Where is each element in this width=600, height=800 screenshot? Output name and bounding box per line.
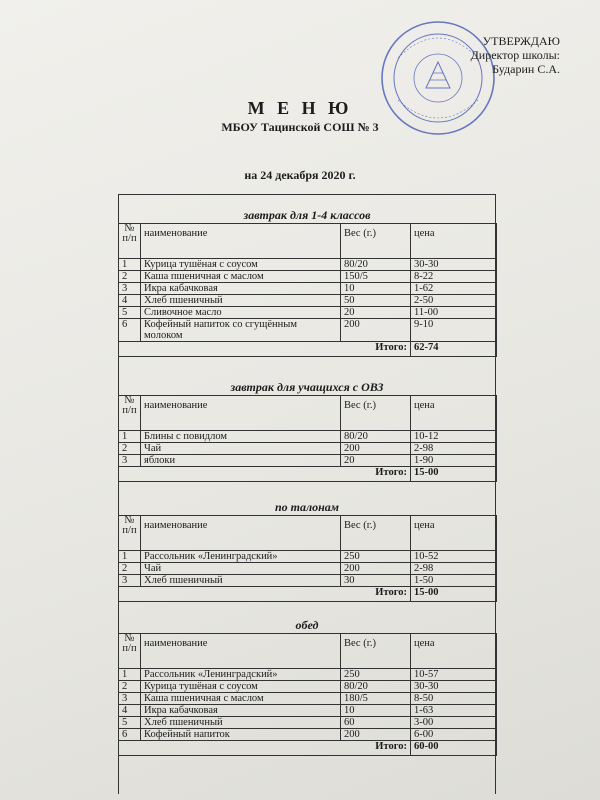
row-name: Хлеб пшеничный xyxy=(141,575,341,587)
row-name: яблоки xyxy=(141,455,341,467)
menu-table xyxy=(118,223,497,357)
col-price-header: цена xyxy=(411,634,497,669)
total-value: 15-00 xyxy=(411,467,497,482)
row-num: 6 xyxy=(119,729,141,741)
row-num: 3 xyxy=(119,283,141,295)
row-name: Рассольник «Ленинградский» xyxy=(141,551,341,563)
table-row xyxy=(119,259,497,271)
total-label: Итого: xyxy=(119,342,411,357)
table-row xyxy=(119,717,497,729)
row-price: 30-30 xyxy=(411,259,497,271)
row-name: Каша пшеничная с маслом xyxy=(141,271,341,283)
row-name: Хлеб пшеничный xyxy=(141,295,341,307)
col-name-header: наименование xyxy=(141,516,341,551)
row-weight: 80/20 xyxy=(341,431,411,443)
section-coupons xyxy=(118,500,496,602)
col-name-header: наименование xyxy=(141,224,341,259)
row-price: 10-57 xyxy=(411,669,497,681)
row-weight: 10 xyxy=(341,283,411,295)
row-weight: 200 xyxy=(341,729,411,741)
table-row xyxy=(119,729,497,741)
approval-line-1: УТВЕРЖДАЮ xyxy=(482,34,560,48)
menu-table xyxy=(118,395,497,482)
row-num: 4 xyxy=(119,295,141,307)
table-header-row xyxy=(119,396,497,431)
col-weight-header: Вес (г.) xyxy=(341,396,411,431)
section-lunch xyxy=(118,618,496,756)
row-num: 2 xyxy=(119,443,141,455)
table-header-row xyxy=(119,516,497,551)
row-price: 2-98 xyxy=(411,443,497,455)
total-value: 15-00 xyxy=(411,587,497,602)
row-weight: 200 xyxy=(341,319,411,342)
row-weight: 80/20 xyxy=(341,259,411,271)
row-name: Икра кабачковая xyxy=(141,705,341,717)
col-num-header: № п/п xyxy=(119,396,141,431)
row-num: 1 xyxy=(119,669,141,681)
col-name-header: наименование xyxy=(141,396,341,431)
col-price-header: цена xyxy=(411,396,497,431)
row-weight: 30 xyxy=(341,575,411,587)
total-row xyxy=(119,467,497,482)
total-row xyxy=(119,741,497,756)
row-name: Икра кабачковая xyxy=(141,283,341,295)
table-row xyxy=(119,295,497,307)
row-name: Блины с повидлом xyxy=(141,431,341,443)
menu-date: на 24 декабря 2020 г. xyxy=(244,168,356,182)
table-header-row xyxy=(119,634,497,669)
row-price: 1-62 xyxy=(411,283,497,295)
section-title: обед xyxy=(295,618,319,632)
row-price: 10-12 xyxy=(411,431,497,443)
col-num-header: № п/п xyxy=(119,224,141,259)
row-price: 8-22 xyxy=(411,271,497,283)
row-weight: 50 xyxy=(341,295,411,307)
row-weight: 250 xyxy=(341,669,411,681)
school-name: МБОУ Тацинской СОШ № 3 xyxy=(221,120,379,134)
col-weight-header: Вес (г.) xyxy=(341,516,411,551)
total-label: Итого: xyxy=(119,467,411,482)
total-value: 60-00 xyxy=(411,741,497,756)
table-row xyxy=(119,705,497,717)
section-title: завтрак для 1-4 классов xyxy=(243,208,371,222)
row-num: 1 xyxy=(119,431,141,443)
col-price-header: цена xyxy=(411,516,497,551)
row-num: 2 xyxy=(119,681,141,693)
row-num: 3 xyxy=(119,455,141,467)
table-row xyxy=(119,307,497,319)
row-num: 1 xyxy=(119,259,141,271)
row-weight: 150/5 xyxy=(341,271,411,283)
table-row xyxy=(119,693,497,705)
table-row xyxy=(119,575,497,587)
row-price: 3-00 xyxy=(411,717,497,729)
row-weight: 200 xyxy=(341,443,411,455)
row-name: Сливочное масло xyxy=(141,307,341,319)
col-price-header: цена xyxy=(411,224,497,259)
row-name: Рассольник «Ленинградский» xyxy=(141,669,341,681)
row-price: 6-00 xyxy=(411,729,497,741)
row-price: 9-10 xyxy=(411,319,497,342)
row-name: Курица тушёная с соусом xyxy=(141,259,341,271)
table-header-row xyxy=(119,224,497,259)
table-row xyxy=(119,681,497,693)
table-row xyxy=(119,319,497,342)
row-name: Кофейный напиток xyxy=(141,729,341,741)
total-row xyxy=(119,587,497,602)
row-weight: 80/20 xyxy=(341,681,411,693)
table-row xyxy=(119,283,497,295)
table-row xyxy=(119,443,497,455)
col-num-header: № п/п xyxy=(119,634,141,669)
total-label: Итого: xyxy=(119,741,411,756)
row-weight: 10 xyxy=(341,705,411,717)
row-num: 5 xyxy=(119,307,141,319)
row-num: 3 xyxy=(119,575,141,587)
row-price: 8-50 xyxy=(411,693,497,705)
row-price: 30-30 xyxy=(411,681,497,693)
row-num: 2 xyxy=(119,271,141,283)
row-num: 1 xyxy=(119,551,141,563)
section-title: по талонам xyxy=(274,500,340,514)
row-weight: 250 xyxy=(341,551,411,563)
row-name: Чай xyxy=(141,563,341,575)
row-price: 1-90 xyxy=(411,455,497,467)
table-row xyxy=(119,455,497,467)
row-name: Кофейный напиток со сгущённым молоком xyxy=(141,319,341,342)
row-price: 2-98 xyxy=(411,563,497,575)
row-price: 1-63 xyxy=(411,705,497,717)
table-row xyxy=(119,563,497,575)
col-weight-header: Вес (г.) xyxy=(341,224,411,259)
table-row xyxy=(119,669,497,681)
row-num: 2 xyxy=(119,563,141,575)
row-price: 2-50 xyxy=(411,295,497,307)
col-name-header: наименование xyxy=(141,634,341,669)
table-row xyxy=(119,271,497,283)
row-weight: 20 xyxy=(341,307,411,319)
col-weight-header: Вес (г.) xyxy=(341,634,411,669)
total-row xyxy=(119,342,497,357)
row-weight: 20 xyxy=(341,455,411,467)
section-breakfast-ovz xyxy=(118,380,496,482)
row-weight: 180/5 xyxy=(341,693,411,705)
total-label: Итого: xyxy=(119,587,411,602)
approval-line-2: Директор школы: xyxy=(470,48,560,62)
table-row xyxy=(119,551,497,563)
section-breakfast-1-4 xyxy=(118,208,496,357)
row-num: 4 xyxy=(119,705,141,717)
row-weight: 60 xyxy=(341,717,411,729)
page-title: М Е Н Ю xyxy=(247,98,353,118)
row-name: Курица тушёная с соусом xyxy=(141,681,341,693)
row-name: Чай xyxy=(141,443,341,455)
row-name: Каша пшеничная с маслом xyxy=(141,693,341,705)
total-value: 62-74 xyxy=(411,342,497,357)
row-num: 3 xyxy=(119,693,141,705)
menu-table xyxy=(118,515,497,602)
row-name: Хлеб пшеничный xyxy=(141,717,341,729)
row-num: 5 xyxy=(119,717,141,729)
row-price: 10-52 xyxy=(411,551,497,563)
col-num-header: № п/п xyxy=(119,516,141,551)
row-price: 1-50 xyxy=(411,575,497,587)
approval-block xyxy=(471,34,560,76)
table-row xyxy=(119,431,497,443)
row-price: 11-00 xyxy=(411,307,497,319)
row-num: 6 xyxy=(119,319,141,342)
approval-line-3: Бударин С.А. xyxy=(492,62,560,76)
row-weight: 200 xyxy=(341,563,411,575)
menu-table xyxy=(118,633,497,756)
section-title: завтрак для учащихся с ОВЗ xyxy=(230,380,384,394)
